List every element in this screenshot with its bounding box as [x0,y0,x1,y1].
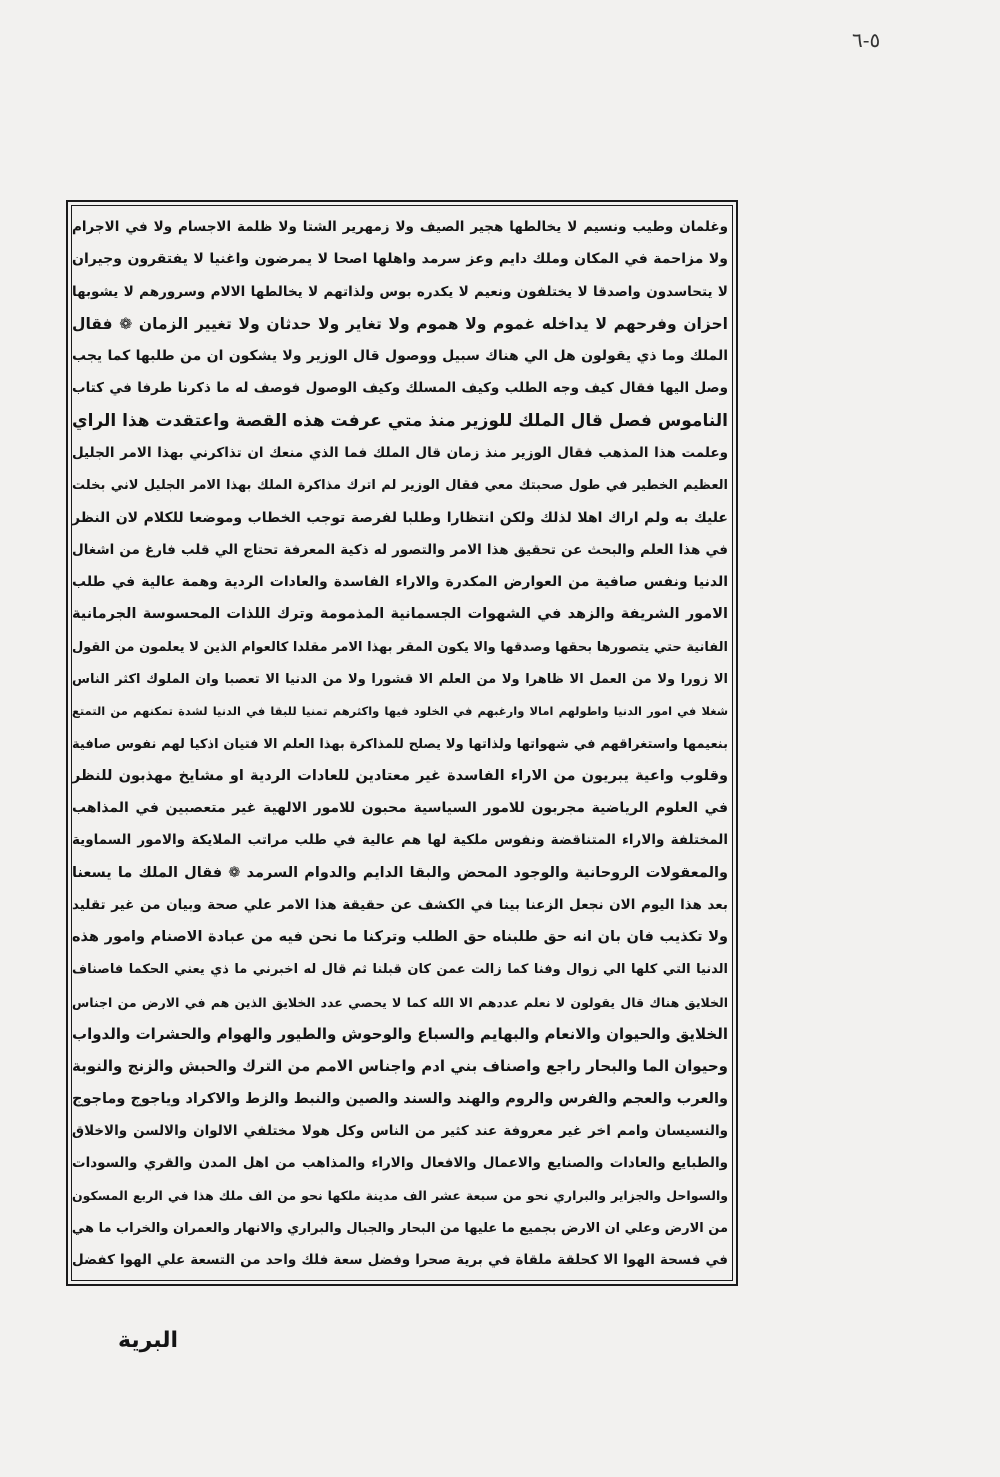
text-line: وغلمان وطيب ونسيم لا يخالطها هجير الصيف ولا زمهرير الشتا ولا ظلمة الاجسام ولا في الاجرام [72,219,728,235]
text-line: الفانية حتي يتصورها بحقها وصدقها والا يكون المقر بهذا الامر مقلدا كالعوام الذين لا يعلمون من القول [72,639,728,655]
text-line: ولا مزاحمة في المكان وملك دايم وعز سرمد واهلها اصحا لا يمرضون واغنيا لا يفتقرون وجيران [72,251,728,268]
text-line: احزان وفرحهم لا يداخله غموم ولا هموم ولا تغاير ولا حدثان ولا تغيير الزمان ❁ فقال [72,314,728,333]
text-line: عليك به ولم اراك اهلا لذلك ولكن انتظارا وطلبا لفرصة توجب الخطاب وموضعا للكلام لان النظر [72,509,728,526]
text-line: الخلايق هناك قال يقولون لا نعلم عددهم الا الله كما لا يحصي عدد الخلايق الذين هم في الارض من اجناس [72,994,728,1010]
text-line: من الارض وعلي ان الارض بجميع ما عليها من البحار والجبال والبراري والانهار والعمران والخراب ما هي [72,1220,728,1236]
text-line: ولا تكذيب فان بان انه حق طلبناه حق الطلب وتركنا ما نحن فيه من عبادة الاصنام وامور هذه [72,929,728,946]
text-line: الناموس فصل قال الملك للوزير منذ متي عرفت هذه القصة واعتقدت هذا الراي [72,410,728,431]
text-line: في هذا العلم والبحث عن تحقيق هذا الامر والتصور له ذكية المعرفة تحتاج الي قلب فارغ من اشغال [72,541,728,558]
text-line: في فسحة الهوا الا كحلقة ملقاة في برية صحرا وفضل سعة فلك واحد من التسعة علي الهوا كفضل [72,1252,728,1268]
text-line: المختلفة والاراء المتناقضة ونفوس ملكية لها هم عالية في طلب مراتب الملايكة والامور السماوية [72,832,728,849]
text-line: والسواحل والجزاير والبراري نحو من سبعة عشر الف مدينة ملكها نحو من الف ملك هذا في الربع المسكون [72,1188,728,1204]
text-line: شغلا في امور الدنيا واطولهم امالا وارغبهم في الخلود فيها واكثرهم تمنيا للبقا في الدنيا لشدة تمكنهم من التمتع [72,704,728,719]
text-line: الدنيا ونفس صافية من العوارض المكدرة والاراء الفاسدة والعادات الردية وهمة عالية في طلب [72,574,728,591]
text-line: والعرب والعجم والفرس والروم والهند والسند والصين والنبط والزط والاكراد وياجوج وماجوج [72,1090,728,1107]
text-line: وقلوب واعية يبريون من الاراء الفاسدة غير معتادين للعادات الردية او مشايخ مهذبون للنظر [72,767,728,784]
text-line: العظيم الخطير في طول صحبتك معي فقال الوزير لم اترك مذاكرة الملك بهذا الامر الجليل لاني بخلت [72,478,728,494]
text-line: والطبايع والعادات والصنايع والاعمال والافعال والاراء والمذاهب من اهل المدن والقري والسودات [72,1155,728,1172]
text-line: بنعيمها واستغراقهم في شهواتها ولذاتها ولا يصلح للمذاكرة بهذا العلم الا فتيان اذكيا لهم نفوس صافية [72,736,728,752]
text-line: والمعقولات الروحانية والوجود المحض والبقا الدايم والدوام السرمد ❁ فقال الملك ما يسعنا [72,864,728,881]
text-line: الخلايق والحيوان والانعام والبهايم والسباع والوحوش والطيور والهوام والحشرات والدواب [72,1025,728,1044]
text-line: بعد هذا اليوم الان نجعل الزعنا بينا في الكشف عن حقيقة هذا الامر علي صحة وبيان من غير تقليد [72,896,728,913]
text-line: لا يتحاسدون واصدقا لا يختلفون ونعيم لا يكدره بوس ولذاتهم لا يخالطها الالام وسرورهم لا يشوبها [72,283,728,300]
text-line: وصل اليها فقال كيف وجه الطلب وكيف المسلك وكيف الوصول فوصف له ما ذكرنا طرفا في كتاب [72,380,728,397]
text-line: وعلمت هذا المذهب فقال الوزير منذ زمان قال الملك فما الذي منعك ان تذاكرني بهذا الامر الجليل [72,444,728,461]
text-line: الامور الشريفة والزهد في الشهوات الجسمانية المذمومة وترك اللذات المحسوسة الجرمانية [72,606,728,623]
text-line: وحيوان الما والبحار راجع واصناف بني ادم واجناس الامم من الترك والحبش والزنج والنوبة [72,1057,728,1076]
folio-number: ٥-٦ [852,28,881,52]
text-line: الا زورا ولا من العمل الا ظاهرا ولا من العلم الا قشورا ولا من الدنيا الا تعصبا وان الملوك اكثر الناس [72,671,728,687]
text-line: في العلوم الرياضية مجربون للامور السياسية محبون للامور الالهية غير متعصبين في المذاهب [72,800,728,817]
text-line: الدنيا التي كلها الي زوال وفنا كما زالت عمن كان قبلنا ثم قال له اخبرني ما ذي يعني الحكما فاصناف [72,962,728,978]
text-line: الملك وما ذي يقولون هل الي هناك سبيل ووصول قال الوزير ولا يشكون ان من طلبها كما يجب [72,348,728,365]
text-line: والنسيسان وامم اخر غير معروفة عند كثير من الناس وكل هولا مختلفي الالوان والالسن والاخلاق [72,1122,728,1139]
manuscript-text-block [72,212,728,1276]
catchword: البرية [118,1328,179,1353]
